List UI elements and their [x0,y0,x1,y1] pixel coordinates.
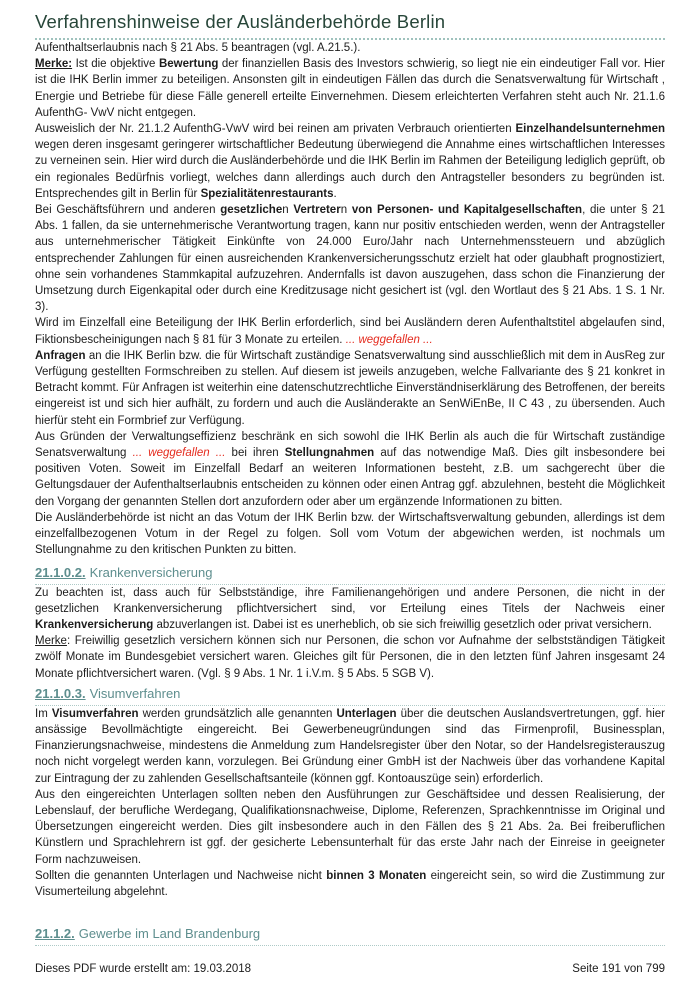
text-run: Bewertung [158,58,219,71]
text-run: Stellungnahmen [284,447,375,460]
section-heading-gewerbe-brandenburg [35,926,665,946]
text-run: , die unter § 21 Abs. 1 fallen, da sie unternehmerische Verantwortung tragen, kann nur positiv entschieden werden, wenn der Antragsteller aus unternehmerischer Tätigkeit Einkünfte von 24.000 Euro/Jahr nach Unternehmenssteuern und abzüglich entsprechender Zahlungen für einen ausreichenden Krankenversicherungsschutz erzielt hat oder glaubhaft prognostiziert, ohne sein vorhandenes Stammkapital aufzuzehren. Andernfalls ist davon auszugehen, dass schon die Finanzierung der Umsetzung durch Eigenkapital oder durch eine Kreditzusage nicht gesichert ist (vgl. den Wortlaut des § 21 Abs. 1 S. 1 Nr. 3). [35,204,666,314]
text-run: Ausweislich der Nr. 21.1.2 AufenthG-VwV wird bei reinen am privaten Verbrauch orientierten [35,123,516,136]
text-run: Bei Geschäftsführern und anderen [35,204,221,217]
paragraph-krankenversicherung [35,585,665,682]
paragraph-vertreter [35,202,665,315]
paragraph-visumverfahren [35,706,665,900]
paragraph-intro [35,40,665,56]
text-run: Merke [35,635,67,648]
section-number: 21.1.2. [35,926,75,942]
text-run: Im [35,707,52,720]
text-run: Vertreter [293,204,341,217]
text-run: . [333,187,337,200]
text-run: Aus den eingereichten Unterlagen sollten neben den Ausführungen zur Geschäftsidee und dessen Realisierung, der Lebenslauf, der berufliche Werdegang, Qualifikationsnachweise, Diplome, Referenzen, Sprachkenntnisse im Original und Übersetzungen eingereicht werden. Dies gilt insbesondere auch in den Fällen des § 21 Abs. 2a. Bei freiberuflichen Künstlern und Sprachlehrern ist ggf. der gesicherte Lebensunterhalt für das erste Jahr nach der Einreise in geeigneter Form nachzuweisen. [35,788,665,866]
text-run: der finanziellen Basis des Investors schwierig, so liegt nie ein eindeutiger Fall vor. Hier ist die IHK Berlin immer zu beteiligen. Ansonsten gilt in eindeutigen Fällen das durch die Senatsverwaltung für Wirtschaft , Energie und Betriebe für diese Fälle generell erteilte Einvernehmen. Diesem erleichterten Verfahren steht auch Nr. 21.1.6 AufenthG- VwV nicht entgegen. [35,58,665,119]
text-run: Unterlagen [336,707,397,720]
text-run: auf das notwendige Maß. Dies gilt insbesondere bei positiven Voten. Soweit im Einzelfall Bedarf an weiteren Informationen besteht, z.B. um sachgerecht über die Geltungsdauer der Aufenthaltserlaubnis entscheiden zu können oder einen Antrag ggf. abzulehnen, besteht die Möglichkeit den Vorgang der genannten Stellen dort anzufordern oder aber um ergänzende Informationen zu bitten. [35,447,665,508]
text-run: bei ihren [225,447,285,460]
text-run: Merke: [35,58,73,71]
text-run: an die IHK Berlin bzw. die für Wirtschaft zuständige Senatsverwaltung sind ausschließlich mit dem in AusReg zur Verfügung gestellten Formschreiben zu stellen. Auf diesem ist jeweils anzugeben, welche Fallvariante des § 21 konkret in Betracht kommt. Für Anfragen ist weiterhin eine datenschutzrechtliche Einverständniserklärung des Betroffenen, der bereits eingereist ist und sich hier aufhält, zu fordern und auch die Ausländerakte an SenWiEnBe, II C 43 , zu übersenden. Auch hierfür steht ein Formbrief zur Verfügung. [35,349,665,427]
text-run: n [340,204,352,217]
text-run: Sollten die genannten Unterlagen und Nachweise nicht [35,869,327,882]
footer-page-number: Seite 191 von 799 [572,963,665,975]
text-run: Die Ausländerbehörde ist nicht an das Votum der IHK Berlin bzw. der Wirtschaftsverwaltung gebunden, allerdings ist dem einzelfallbezogenen Votum in der Regel zu folgen. Soll vom Votum der abgewichen werden, ist nochmals um Stellungnahme zu den kritischen Punkten zu bitten. [35,511,665,557]
text-run: Wird im Einzelfall eine Beteiligung der IHK Berlin erforderlich, sind bei Ausländern deren Aufenthaltstitel abgelaufen sind, Fiktionsbescheinigungen nach § 81 für 3 Monate zu erteilen. [35,317,665,346]
text-run: Visumverfahren [51,707,139,720]
text-run: n [282,204,294,217]
section-heading-visumverfahren [35,686,665,706]
text-run: binnen 3 Monaten [326,869,427,882]
text-run: Spezialitätenrestaurants [200,187,334,200]
text-run: Einzelhandelsunternehmen [515,123,665,136]
text-run: Aufenthaltserlaubnis nach § 21 Abs. 5 beantragen (vgl. A.21.5.). [35,42,361,54]
text-run: von Personen- und Kapitalgesellschaften [351,204,583,217]
section-heading-krankenversicherung [35,565,665,585]
section-number: 21.1.0.2. [35,564,86,580]
text-run: wegen deren insgesamt geringerer wirtschaftlicher Bedeutung überwiegend die Annahme eines wirtschaftlichen Interesses zu verneinen sein. Hier wird durch die Ausländerbehörde und die IHK Berlin im Rahmen der Beteiligung lediglich geprüft, ob ein regionales Bedürfnis vorliegt, welches dann allerdings auch durch den Antragsteller besonders zu begründen ist. Entsprechendes gilt in Berlin für [35,139,665,200]
text-run: werden grundsätzlich alle genannten [138,707,337,720]
paragraph-beteiligung-ihk [35,315,665,428]
section-label: Krankenversicherung [89,564,213,580]
section-label: Visumverfahren [89,685,181,701]
text-run: Aus Gründen der Verwaltungseffizienz beschränk en sich sowohl die IHK Berlin als auch die für Wirtschaft zuständige Senatsverwaltung [35,430,665,460]
section-label: Gewerbe im Land Brandenburg [78,926,261,942]
footer-created-date: Dieses PDF wurde erstellt am: 19.03.2018 [35,963,252,975]
text-run: Ist die objektive [72,58,159,71]
paragraph-merke-investor [35,56,665,121]
text-run: Zu beachten ist, dass auch für Selbstständige, ihre Familienangehörigen und andere Personen, die nicht in der gesetzlichen Krankenversicherung pflichtversichert sind, vor Erteilung eines Titels der Nachweis einer [35,586,665,615]
text-run: gesetzliche [220,204,283,217]
text-run: abzuverlangen ist. Dabei ist es unerheblich, ob sie sich freiwillig gesetzlich oder privat versichern. [153,618,652,631]
text-run: Anfragen [35,349,86,362]
text-run: : Freiwillig gesetzlich versichern können sich nur Personen, die schon vor Aufnahme der selbstständigen Tätigkeit zwölf Monate im Bundesgebiet versichert waren. Gleiches gilt für Personen, die in den letzten fünf Jahren insgesamt 24 Monate pflichtversichert waren. (Vgl. § 9 Abs. 1 Nr. 1 i.V.m. § 5 Abs. 5 SGB V). [35,635,665,680]
section-number: 21.1.0.3. [35,685,86,701]
paragraph-einzelhandel [35,121,665,202]
paragraph-verwaltungseffizienz [35,429,665,559]
text-run: über die deutschen Auslandsvertretungen, ggf. hier ansässige Bevollmächtigte eingereicht. Bei Gewerbeneugründungen sind das Firmenprofil, Businessplan, Finanzierungsnachweise, mindestens die Anmeldung zum Handelsregister über den Notar, so der Handelsregisterauszug noch nicht vorgelegt werden kann, vorzulegen. Bei Gründung einer GmbH ist der Nachweis über das vorhandene Kapital zur Eintragung der zu zahlenden Gesellschaftsanteile (können ggf. Kontoauszüge sein) erforderlich. [35,707,665,785]
text-run: Krankenversicherung [35,618,154,631]
text-run: ... weggefallen ... [345,333,433,346]
text-run: ... weggefallen ... [132,447,226,460]
page-title: Verfahrenshinweise der Ausländerbehörde Berlin [35,11,446,32]
text-run: eingereicht sein, so wird die Zustimmung zur Visumerteilung abgelehnt. [35,869,665,898]
page-footer [35,963,665,975]
